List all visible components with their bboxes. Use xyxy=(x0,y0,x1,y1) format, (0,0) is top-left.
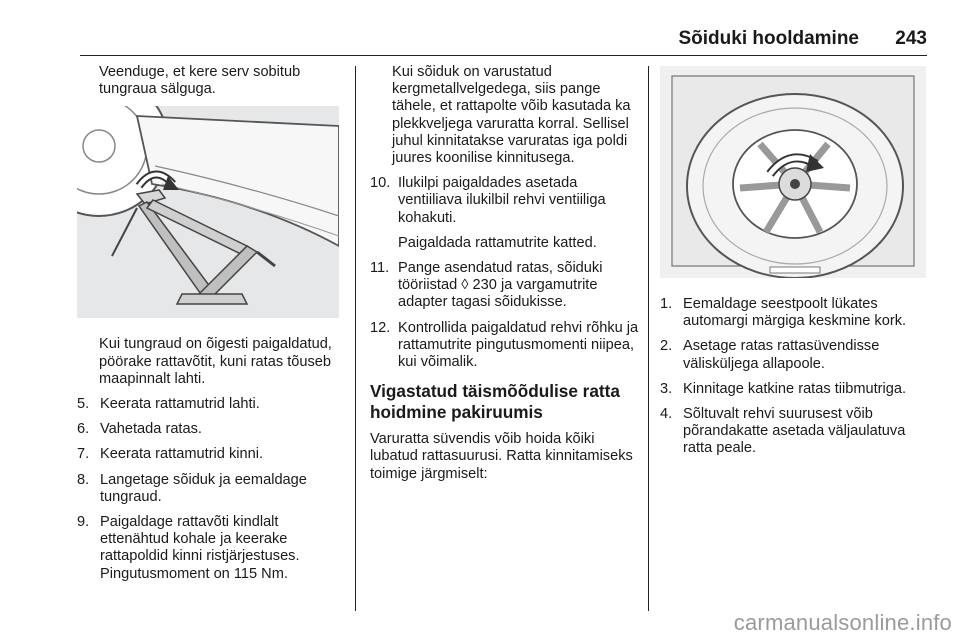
step-text: Keerata rattamutrid kinni. xyxy=(100,446,264,463)
step-text: Kontrollida paigaldatud rehvi rõhku ja rattamutrite pingutusmomenti niipea, kui võimalik. xyxy=(398,319,639,371)
step-number: 1. xyxy=(660,296,673,312)
list-item xyxy=(77,396,343,413)
step-number: 10. xyxy=(370,175,391,192)
column-divider-right xyxy=(648,66,649,611)
header-rule xyxy=(80,55,927,56)
jack-illustration xyxy=(77,106,339,318)
step-text: Pange asendatud ratas, sõiduki tööriistad xyxy=(398,260,603,294)
step-note: Paigaldada rattamutrite katted. xyxy=(398,234,597,251)
section-heading: Vigastatud täismõõdulise ratta hoidmine pakiruumis xyxy=(370,381,620,423)
step-number: 12. xyxy=(370,319,391,336)
step-text: Vahetada ratas. xyxy=(100,421,202,438)
step-text: Keerata rattamutrid lahti. xyxy=(100,396,260,413)
page-number: 243 xyxy=(895,28,927,49)
step-number: 3. xyxy=(660,380,673,397)
section-body: Varuratta süvendis võib hoida kõiki lubatud rattasuurusi. Ratta kinnitamiseks toimige järgmiselt: xyxy=(370,431,633,482)
section-title: Sõiduki hooldamine xyxy=(678,28,859,49)
list-item xyxy=(77,446,343,463)
step-number: 11. xyxy=(370,260,390,277)
step-number: 8. xyxy=(77,471,90,488)
step-text: Eemaldage seestpoolt lükates automargi märgiga keskmine kork. xyxy=(683,296,907,330)
list-item xyxy=(370,260,640,312)
column-3 xyxy=(660,66,926,466)
list-item xyxy=(77,421,343,438)
step-number: 4. xyxy=(660,406,673,423)
step-text: Paigaldage rattavõti kindlalt ettenähtud kohale ja keerake rattapoldid kinni ristjärjestuses. Pingutusmoment on 115 Nm. xyxy=(100,514,300,582)
step-number: 6. xyxy=(77,421,90,438)
step-text: Kinnitage katkine ratas tiibmutriga. xyxy=(683,380,907,397)
column-2 xyxy=(370,64,640,483)
alloy-wheel-note: Kui sõiduk on varustatud kergmetallvelgedega, siis pange tähele, et rattapolte võib kasutada ka plekkveljega varuratta korral. Sellisel juhul kinnitatakse varuratas iga poldi juures koonilise kinnitusega. xyxy=(392,64,631,167)
list-item xyxy=(370,175,640,252)
step-text: Ilukilpi paigaldades asetada ventiiliava ilukilbil rehvi ventiiliga kohakuti. xyxy=(398,175,606,226)
step-number: 5. xyxy=(77,396,90,413)
list-item xyxy=(77,472,343,506)
steps-list-1-4 xyxy=(660,296,926,458)
step-number: 9. xyxy=(77,514,90,531)
list-item xyxy=(370,320,640,372)
column-1 xyxy=(77,64,343,591)
watermark: carmanualsonline.info xyxy=(733,610,952,635)
after-figure-text: Kui tungraud on õigesti paigaldatud, pöörake rattavõtit, kuni ratas tõuseb maapinnalt lahti. xyxy=(99,336,332,387)
steps-list-5-9 xyxy=(77,396,343,583)
spare-wheel-well-illustration xyxy=(660,66,926,278)
intro-text: Veenduge, et kere serv sobitub tungraua sälguga. xyxy=(99,64,301,98)
column-divider-left xyxy=(355,66,356,611)
step-text: 230 ja vargamutrite adapter tagasi sõidukisse. xyxy=(398,277,598,311)
step-text: Asetage ratas rattasüvendisse välisküljega allapoole. xyxy=(683,338,880,372)
page-header xyxy=(80,22,927,48)
list-item xyxy=(660,296,926,330)
step-number: 2. xyxy=(660,338,673,355)
list-item xyxy=(660,338,926,372)
step-text: Sõltuvalt rehvi suurusest võib põrandakatte asetada väljaulatuva ratta peale. xyxy=(683,406,906,457)
list-item xyxy=(77,514,343,583)
step-text: Langetage sõiduk ja eemaldage tungraud. xyxy=(100,471,307,505)
list-item xyxy=(660,381,926,398)
step-number: 7. xyxy=(77,446,90,463)
list-item xyxy=(660,406,926,458)
page-reference-icon[interactable]: ◊ xyxy=(461,277,469,294)
steps-list-10-12 xyxy=(370,175,640,371)
